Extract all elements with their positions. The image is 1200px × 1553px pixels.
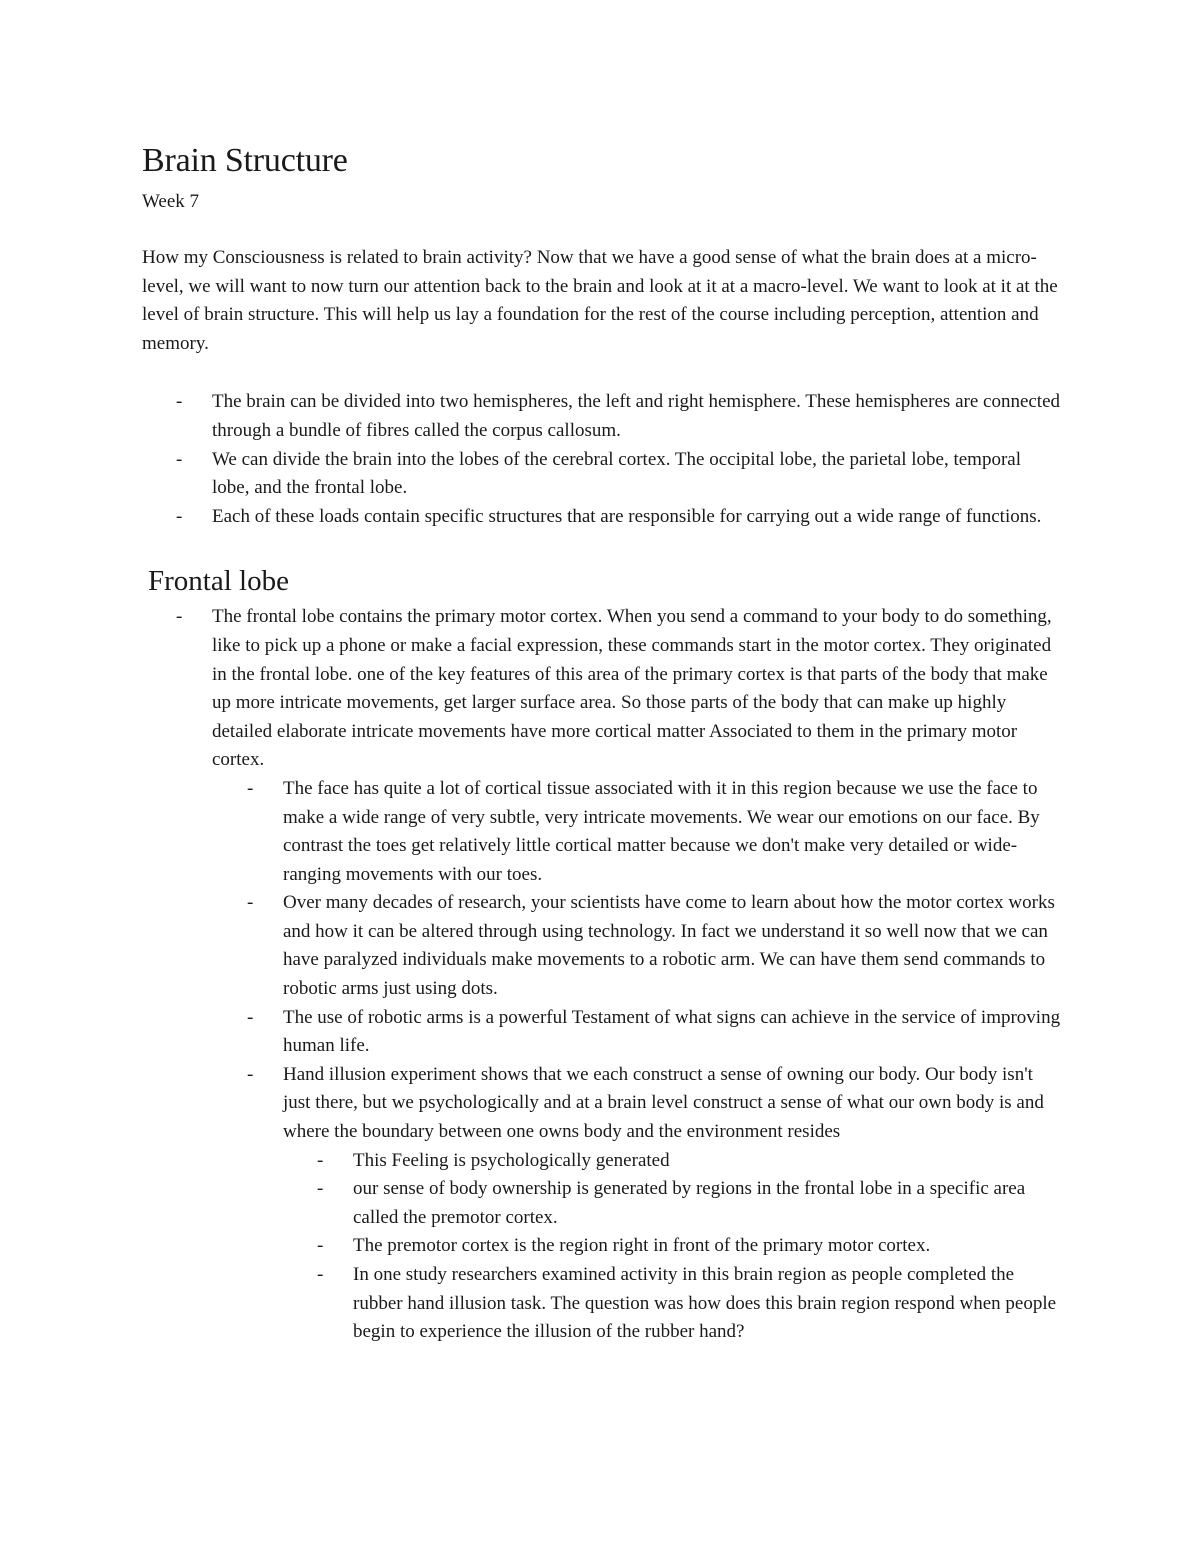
rubber-hand-sublist [283, 1147, 1062, 1347]
bullet-dash: - [176, 448, 183, 470]
bullet-dash: - [247, 892, 254, 914]
list-item [176, 446, 1062, 503]
list-item-text: The frontal lobe contains the primary motor cortex. When you send a command to your body to do something, like to pick up a phone or make a facial expression, these commands start in the motor cortex. They originated in the frontal lobe. one of the key features of this area of the primary cortex is that parts of the body that make up more intricate movements, get larger surface area. So those parts of the body that can make up highly detailed elaborate intricate movements have more cortical matter Associated to them in the primary motor cortex. [212, 606, 1052, 771]
list-item-text: Over many decades of research, your scientists have come to learn about how the motor cortex works and how it can be altered through using technology. In fact we understand it so well now that we can have paralyzed individuals make movements to a robotic arm. We can have them send commands to robotic arms just using dots. [283, 892, 1055, 1000]
bullet-dash: - [247, 777, 254, 799]
list-item [176, 388, 1062, 445]
overview-list [142, 388, 1062, 531]
list-item [247, 1004, 1062, 1061]
frontal-lobe-list [142, 603, 1062, 1346]
list-item-text: Each of these loads contain specific structures that are responsible for carrying out a wide range of functions. [212, 505, 1042, 527]
list-item [247, 1061, 1062, 1347]
bullet-dash: - [176, 505, 183, 527]
bullet-dash: - [176, 606, 183, 628]
list-item [317, 1232, 1062, 1261]
list-item [176, 503, 1062, 532]
bullet-dash: - [317, 1178, 324, 1200]
intro-paragraph: How my Consciousness is related to brain activity? Now that we have a good sense of what the brain does at a micro-level, we will want to now turn our attention back to the brain and look at it at a macro-level. We want to look at it at the level of brain structure. This will help us lay a foundation for the rest of the course including perception, attention and memory. [142, 247, 1058, 354]
list-item [317, 1147, 1062, 1176]
bullet-dash: - [317, 1264, 324, 1285]
document-subtitle: Week 7 [142, 191, 200, 212]
frontal-lobe-sublist [212, 775, 1062, 1347]
bullet-dash: - [247, 1006, 254, 1028]
list-item-text: The brain can be divided into two hemispheres, the left and right hemisphere. These hemispheres are connected through a bundle of fibres called the corpus callosum. [212, 391, 1061, 441]
list-item [247, 775, 1062, 889]
list-item [317, 1175, 1062, 1232]
list-item-text: our sense of body ownership is generated by regions in the frontal lobe in a specific area called the premotor cortex. [353, 1178, 1026, 1228]
list-item-text: This Feeling is psychologically generated [353, 1149, 670, 1171]
section-heading-frontal-lobe: Frontal lobe [148, 565, 289, 598]
list-item [317, 1261, 1062, 1347]
bullet-dash: - [317, 1235, 324, 1257]
document-page [142, 138, 1062, 1347]
list-item [247, 889, 1062, 1003]
list-item-text: In one study researchers examined activity in this brain region as people completed the rubber hand illusion task. The question was how does this brain region respond when people begin to experience the illusion of the rubber hand? [353, 1264, 1057, 1343]
list-item-text: We can divide the brain into the lobes of the cerebral cortex. The occipital lobe, the parietal lobe, temporal lobe, and the frontal lobe. [212, 448, 1021, 499]
list-item-text: The use of robotic arms is a powerful Testament of what signs can achieve in the service of improving human life. [283, 1006, 1061, 1057]
bullet-dash: - [247, 1063, 254, 1085]
list-item-text: The premotor cortex is the region right in front of the primary motor cortex. [353, 1235, 931, 1257]
list-item-text: The face has quite a lot of cortical tissue associated with it in this region because we use the face to make a wide range of very subtle, very intricate movements. We wear our emotions on our face. By contrast the toes get relatively little cortical matter because we don't make very detailed or wide-ranging movements with our toes. [283, 777, 1040, 885]
list-item [176, 603, 1062, 1346]
document-title: Brain Structure [142, 142, 348, 179]
bullet-dash: - [176, 391, 183, 413]
list-item-text: Hand illusion experiment shows that we each construct a sense of owning our body. Our body isn't just there, but we psychologically and at a brain level construct a sense of what our own body is and where the boundary between one owns body and the environment resides [283, 1063, 1044, 1143]
bullet-dash: - [317, 1149, 324, 1171]
